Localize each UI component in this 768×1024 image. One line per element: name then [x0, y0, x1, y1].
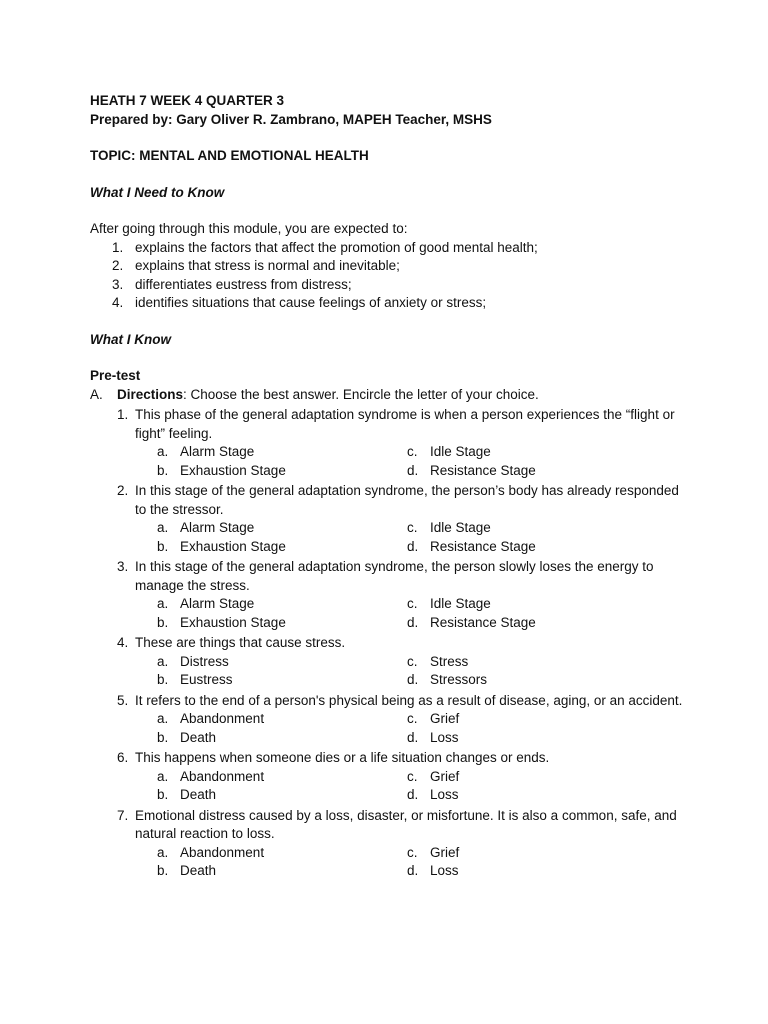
choice-c[interactable]: c. Grief	[407, 711, 460, 726]
choice-a[interactable]: a. Abandonment	[157, 711, 265, 726]
question-list	[90, 406, 690, 881]
need-to-know-heading: What I Need to Know	[90, 184, 225, 200]
choice-c[interactable]: c. Idle Stage	[407, 596, 491, 611]
prepared-by: Prepared by: Gary Oliver R. Zambrano, MAPEH Teacher, MSHS	[90, 111, 492, 127]
list-item: 3. differentiates eustress from distress;	[112, 276, 352, 292]
question-text: 4. These are things that cause stress.	[117, 635, 346, 650]
answer-choices	[157, 443, 690, 480]
choice-a[interactable]: a. Abandonment	[157, 768, 265, 784]
question-item	[90, 482, 690, 556]
question-item	[90, 558, 690, 632]
choice-b[interactable]: b. Exhaustion Stage	[157, 538, 286, 554]
choice-a[interactable]: a. Alarm Stage	[157, 444, 255, 459]
answer-choices	[157, 844, 690, 881]
objectives-list	[90, 239, 690, 313]
answer-choices	[157, 519, 690, 556]
answer-choices	[157, 710, 690, 747]
list-item: 2. explains that stress is normal and inevitable;	[112, 258, 400, 273]
topic-heading: TOPIC: MENTAL AND EMOTIONAL HEALTH	[90, 148, 369, 163]
document-title: HEATH 7 WEEK 4 QUARTER 3	[90, 93, 285, 108]
question-item	[90, 692, 690, 748]
choice-d[interactable]: d. Resistance Stage	[407, 462, 536, 478]
list-item: 1. explains the factors that affect the promotion of good mental health;	[112, 239, 538, 255]
question-text: 5. It refers to the end of a person's physical being as a result of disease, aging, or an accident.	[117, 692, 683, 708]
choice-b[interactable]: b. Exhaustion Stage	[157, 462, 286, 478]
question-text: 7. Emotional distress caused by a loss, disaster, or misfortune. It is also a common, safe, and natural reaction to loss.	[117, 807, 677, 841]
choice-a[interactable]: a. Alarm Stage	[157, 596, 255, 611]
question-item	[90, 749, 690, 805]
choice-c[interactable]: c. Grief	[407, 768, 460, 784]
choice-b[interactable]: b. Death	[157, 863, 217, 878]
choice-d[interactable]: d. Resistance Stage	[407, 614, 536, 630]
choice-c[interactable]: c. Idle Stage	[407, 444, 491, 459]
choice-a[interactable]: a. Distress	[157, 653, 229, 669]
question-text: 3. In this stage of the general adaptation syndrome, the person slowly loses the energy to manage the stress.	[117, 559, 654, 593]
question-text: 1. This phase of the general adaptation syndrome is when a person experiences the “flight or fight” feeling.	[117, 407, 675, 441]
objectives-intro: After going through this module, you are expected to:	[90, 221, 408, 236]
question-item	[90, 634, 690, 690]
choice-d[interactable]: d. Resistance Stage	[407, 538, 536, 554]
choice-c[interactable]: c. Grief	[407, 844, 460, 860]
choice-d[interactable]: d. Loss	[407, 787, 459, 802]
question-item	[90, 406, 690, 480]
pretest-heading: Pre-test	[90, 368, 141, 383]
choice-c[interactable]: c. Idle Stage	[407, 520, 491, 535]
directions: A. Directions: Choose the best answer. Encircle the letter of your choice.	[90, 386, 539, 402]
question-text: 2. In this stage of the general adaptation syndrome, the person’s body has already responded to the stressor.	[117, 483, 679, 517]
choice-d[interactable]: d. Stressors	[407, 672, 488, 687]
choice-b[interactable]: b. Exhaustion Stage	[157, 614, 286, 630]
answer-choices	[157, 595, 690, 632]
question-text: 6. This happens when someone dies or a life situation changes or ends.	[117, 750, 550, 765]
choice-c[interactable]: c. Stress	[407, 653, 469, 669]
choice-a[interactable]: a. Abandonment	[157, 844, 265, 860]
document-page	[90, 92, 690, 881]
answer-choices	[157, 768, 690, 805]
choice-d[interactable]: d. Loss	[407, 729, 459, 745]
what-i-know-heading: What I Know	[90, 331, 171, 347]
list-item: 4. identifies situations that cause feelings of anxiety or stress;	[112, 295, 487, 310]
choice-b[interactable]: b. Death	[157, 729, 217, 745]
choice-b[interactable]: b. Death	[157, 787, 217, 802]
answer-choices	[157, 653, 690, 690]
choice-a[interactable]: a. Alarm Stage	[157, 520, 255, 535]
choice-d[interactable]: d. Loss	[407, 863, 459, 878]
choice-b[interactable]: b. Eustress	[157, 672, 233, 687]
question-item	[90, 807, 690, 881]
